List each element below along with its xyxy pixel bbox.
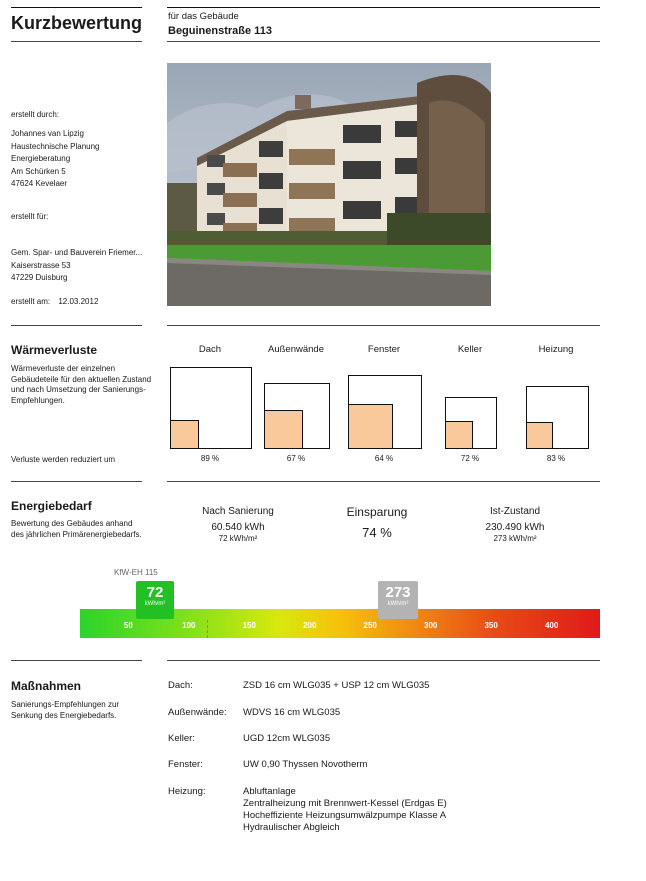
measure-label-dach: Dach:: [168, 680, 193, 691]
page-title: Kurzbewertung: [11, 13, 143, 33]
client-line: Kaiserstrasse 53: [11, 260, 71, 270]
current-loss-square: [170, 367, 252, 449]
measure-line: WDVS 16 cm WLG035: [243, 707, 341, 718]
scale-tick-label: 50: [123, 621, 133, 630]
header-rule-left: [11, 7, 142, 8]
section-rule-right: [167, 481, 600, 482]
section-rule-right: [167, 325, 600, 326]
kfw-label: KfW-EH 115: [114, 568, 158, 577]
client-label: erstellt für:: [11, 212, 49, 221]
measure-line: Hocheffiziente Heizungsumwälzpumpe Klasse A: [243, 810, 447, 821]
creator-line: Energieberatung: [11, 154, 71, 163]
current-state-per-m2: 273 kWh/m²: [493, 534, 537, 543]
before-marker-value: 273: [385, 584, 411, 601]
current-loss-square: [264, 383, 330, 449]
scale-tick-label: 400: [544, 621, 559, 630]
component-label: Heizung: [538, 344, 574, 355]
section-rule-right: [167, 660, 600, 661]
measure-value-dach: [243, 680, 429, 692]
section-rule-left: [11, 660, 142, 661]
after-renovation-label: Nach Sanierung: [202, 506, 274, 517]
kfw-marker-line: [207, 620, 208, 638]
measure-label-aussenwaende: Außenwände:: [168, 707, 227, 718]
reduction-percent: 89 %: [200, 454, 220, 463]
current-state-label: Ist-Zustand: [489, 506, 541, 517]
remaining-loss-square: [445, 421, 473, 449]
created-label: erstellt am:: [11, 297, 51, 306]
creator-line: 47624 Kevelaer: [11, 179, 68, 188]
measure-label-fenster: Fenster:: [168, 759, 203, 770]
measure-label-keller: Keller:: [168, 733, 195, 744]
measure-value-fenster: [243, 759, 367, 771]
component-label: Außenwände: [268, 344, 324, 355]
measure-line: Hydraulischer Abgleich: [243, 822, 340, 833]
remaining-loss-square: [348, 404, 393, 449]
scale-tick-label: 150: [242, 621, 256, 630]
client-address: [11, 247, 163, 285]
scale-tick-label: 200: [303, 621, 317, 630]
after-renovation-per-m2: 72 kWh/m²: [218, 534, 258, 543]
measure-line: UW 0,90 Thyssen Novotherm: [243, 759, 368, 770]
scale-tick-label: 300: [424, 621, 438, 630]
reduction-percent: 64 %: [374, 454, 394, 463]
creator-label: erstellt durch:: [11, 110, 60, 119]
measure-value-heizung: [243, 786, 447, 834]
savings-label: Einsparung: [346, 505, 408, 519]
remaining-loss-square: [170, 420, 199, 449]
remaining-loss-square: [264, 410, 303, 449]
after-renovation-marker: [136, 581, 174, 619]
measure-line: Abluftanlage: [243, 786, 296, 797]
creator-line: Johannes van Lipzig: [11, 129, 84, 138]
before-marker-unit: kWh/m²: [387, 601, 409, 607]
header-rule-right-bottom: [167, 41, 600, 42]
header-rule-left-bottom: [11, 41, 142, 42]
creator-line: Haustechnische Planung: [11, 141, 100, 151]
savings-value: 74 %: [362, 525, 392, 540]
scale-tick-label: 250: [363, 621, 377, 630]
massnahmen-description: Sanierungs-Empfehlungen zur Senkung des Energiebedarfs.: [11, 700, 120, 720]
measure-line: UGD 12cm WLG035: [243, 733, 331, 744]
created-date: 12.03.2012: [58, 297, 99, 306]
energiebedarf-title: Energiebedarf: [11, 499, 92, 513]
scale-tick-label: 100: [182, 621, 196, 630]
current-state-block: [455, 506, 575, 543]
after-renovation-block: [178, 506, 298, 543]
after-marker-value: 72: [146, 584, 164, 601]
after-renovation-kwh: 60.540 kWh: [211, 522, 265, 533]
savings-block: [317, 505, 437, 540]
building-photo: [167, 63, 491, 306]
energiebedarf-description: Bewertung des Gebäudes anhand des jährlichen Primärenergiebedarfs.: [11, 519, 142, 539]
building-caption: für das Gebäude: [168, 11, 239, 22]
current-loss-square: [445, 397, 497, 449]
measure-value-keller: [243, 733, 330, 745]
component-label: Dach: [198, 344, 222, 355]
created-date-row: [11, 297, 98, 308]
after-marker-unit: kWh/m²: [144, 601, 166, 607]
creator-address: [11, 128, 100, 191]
section-rule-left: [11, 325, 142, 326]
header-rule-right: [167, 7, 600, 8]
building-address: Beguinenstraße 113: [168, 25, 272, 37]
measure-value-aussenwaende: [243, 707, 340, 719]
waermeverluste-title: Wärmeverluste: [11, 343, 98, 357]
client-line: Gem. Spar- und Bauverein Friemer...: [11, 248, 143, 257]
reduction-percent: 83 %: [546, 454, 566, 463]
remaining-loss-square: [526, 422, 553, 449]
massnahmen-title: Maßnahmen: [11, 679, 82, 693]
reduction-percent: 67 %: [286, 454, 306, 463]
measure-line: Zentralheizung mit Brennwert-Kessel (Erdgas E): [243, 798, 447, 809]
measure-label-heizung: Heizung:: [168, 786, 206, 797]
reduction-percent: 72 %: [460, 454, 480, 463]
current-state-marker: [378, 581, 418, 619]
current-loss-square: [348, 375, 422, 449]
component-label: Keller: [457, 344, 483, 355]
creator-line: Am Schürken 5: [11, 166, 66, 176]
measure-line: ZSD 16 cm WLG035 + USP 12 cm WLG035: [243, 680, 430, 691]
reduced-label: Verluste werden reduziert um: [11, 455, 116, 464]
current-loss-square: [526, 386, 589, 449]
component-label: Fenster: [367, 344, 401, 355]
section-rule-left: [11, 481, 142, 482]
client-line: 47229 Duisburg: [11, 273, 68, 282]
current-state-kwh: 230.490 kWh: [485, 522, 545, 533]
waermeverluste-description: Wärmeverluste der einzelnen Gebäudeteile für den aktuellen Zustand und nach Umsetzung der Sanierungs-Empfehlungen.: [11, 364, 152, 405]
scale-tick-label: 350: [484, 621, 498, 630]
